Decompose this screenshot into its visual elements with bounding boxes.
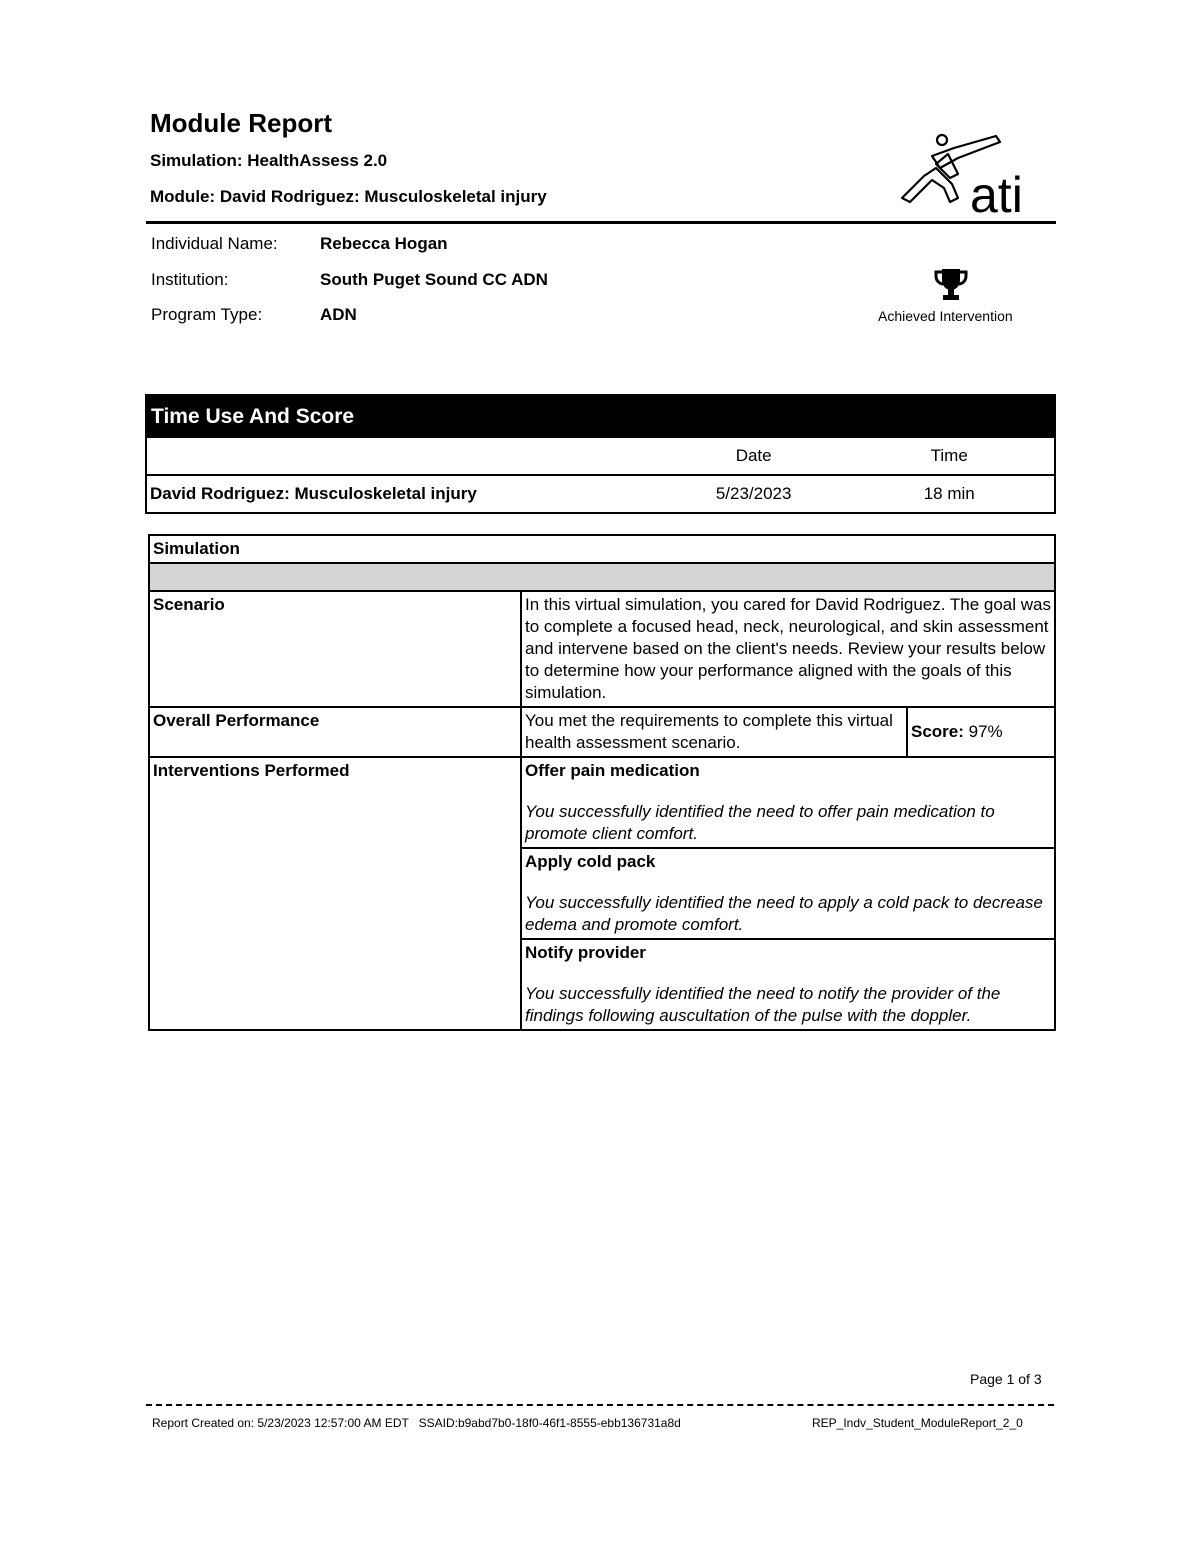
blank-header-cell bbox=[147, 438, 663, 474]
intervention-title: Apply cold pack bbox=[525, 852, 656, 871]
achievement-label: Achieved Intervention bbox=[878, 308, 1013, 324]
scenario-text: In this virtual simulation, you cared for David Rodriguez. The goal was to complete a focused head, neck, neurological, and skin assessment and intervene based on the client's needs. Review your results below to determine how your performance aligned with the goals of this simulation. bbox=[521, 591, 1055, 707]
score-cell bbox=[907, 708, 1054, 756]
intervention-text: You successfully identified the need to offer pain medication to promote client comfort. bbox=[525, 802, 995, 843]
logo-text: ati bbox=[970, 167, 1023, 218]
time-use-header-row bbox=[147, 438, 1054, 474]
time-use-table bbox=[145, 394, 1056, 514]
score-label: Score: bbox=[911, 722, 964, 741]
overall-performance-label: Overall Performance bbox=[149, 707, 521, 757]
name-value: Rebecca Hogan bbox=[320, 234, 448, 253]
date-column-header: Date bbox=[735, 446, 772, 465]
overall-performance-inner bbox=[522, 708, 1054, 756]
simulation-table bbox=[148, 534, 1056, 1031]
page-number: Page 1 of 3 bbox=[970, 1371, 1042, 1387]
intervention-title: Notify provider bbox=[525, 943, 646, 962]
overall-performance-text: You met the requirements to complete this virtual health assessment scenario. bbox=[525, 711, 893, 752]
module-name: Module: David Rodriguez: Musculoskeletal injury bbox=[150, 187, 547, 206]
module-cell: David Rodriguez: Musculoskeletal injury bbox=[150, 484, 477, 503]
page-title: Module Report bbox=[150, 108, 332, 138]
institution-value: South Puget Sound CC ADN bbox=[320, 270, 548, 289]
scenario-label: Scenario bbox=[149, 591, 521, 707]
list-item bbox=[522, 938, 1054, 1029]
institution-label: Institution: bbox=[151, 270, 229, 289]
intervention-title: Offer pain medication bbox=[525, 761, 700, 780]
overall-performance-cell bbox=[521, 707, 1055, 757]
table-row bbox=[147, 474, 1054, 512]
intervention-text: You successfully identified the need to apply a cold pack to decrease edema and promote comfort. bbox=[525, 893, 1043, 934]
program-type-label: Program Type: bbox=[151, 305, 263, 324]
time-use-heading: Time Use And Score bbox=[147, 396, 1054, 438]
interventions-label: Interventions Performed bbox=[149, 757, 521, 1030]
ati-logo bbox=[892, 128, 1042, 218]
trophy-icon bbox=[932, 266, 970, 304]
interventions-cell bbox=[521, 757, 1055, 1030]
report-created-text: Report Created on: 5/23/2023 12:57:00 AM EDT SSAID:b9abd7b0-18f0-46f1-8555-ebb136731a8d bbox=[152, 1416, 681, 1430]
intervention-text: You successfully identified the need to notify the provider of the findings following auscultation of the pulse with the doppler. bbox=[525, 984, 1001, 1025]
time-column-header: Time bbox=[930, 446, 968, 465]
program-type-value: ADN bbox=[320, 305, 357, 324]
list-item bbox=[522, 758, 1054, 847]
date-cell: 5/23/2023 bbox=[715, 484, 792, 503]
list-item bbox=[522, 847, 1054, 938]
simulation-name: Simulation: HealthAssess 2.0 bbox=[150, 151, 388, 170]
report-id-text: REP_Indv_Student_ModuleReport_2_0 bbox=[812, 1416, 1023, 1430]
time-cell: 18 min bbox=[923, 484, 975, 503]
simulation-heading: Simulation bbox=[149, 535, 1055, 563]
score-value: 97% bbox=[963, 722, 1003, 741]
gray-divider-row bbox=[149, 563, 1055, 591]
name-label: Individual Name: bbox=[151, 234, 278, 253]
header-rule bbox=[146, 221, 1056, 224]
footer-divider bbox=[146, 1404, 1054, 1406]
